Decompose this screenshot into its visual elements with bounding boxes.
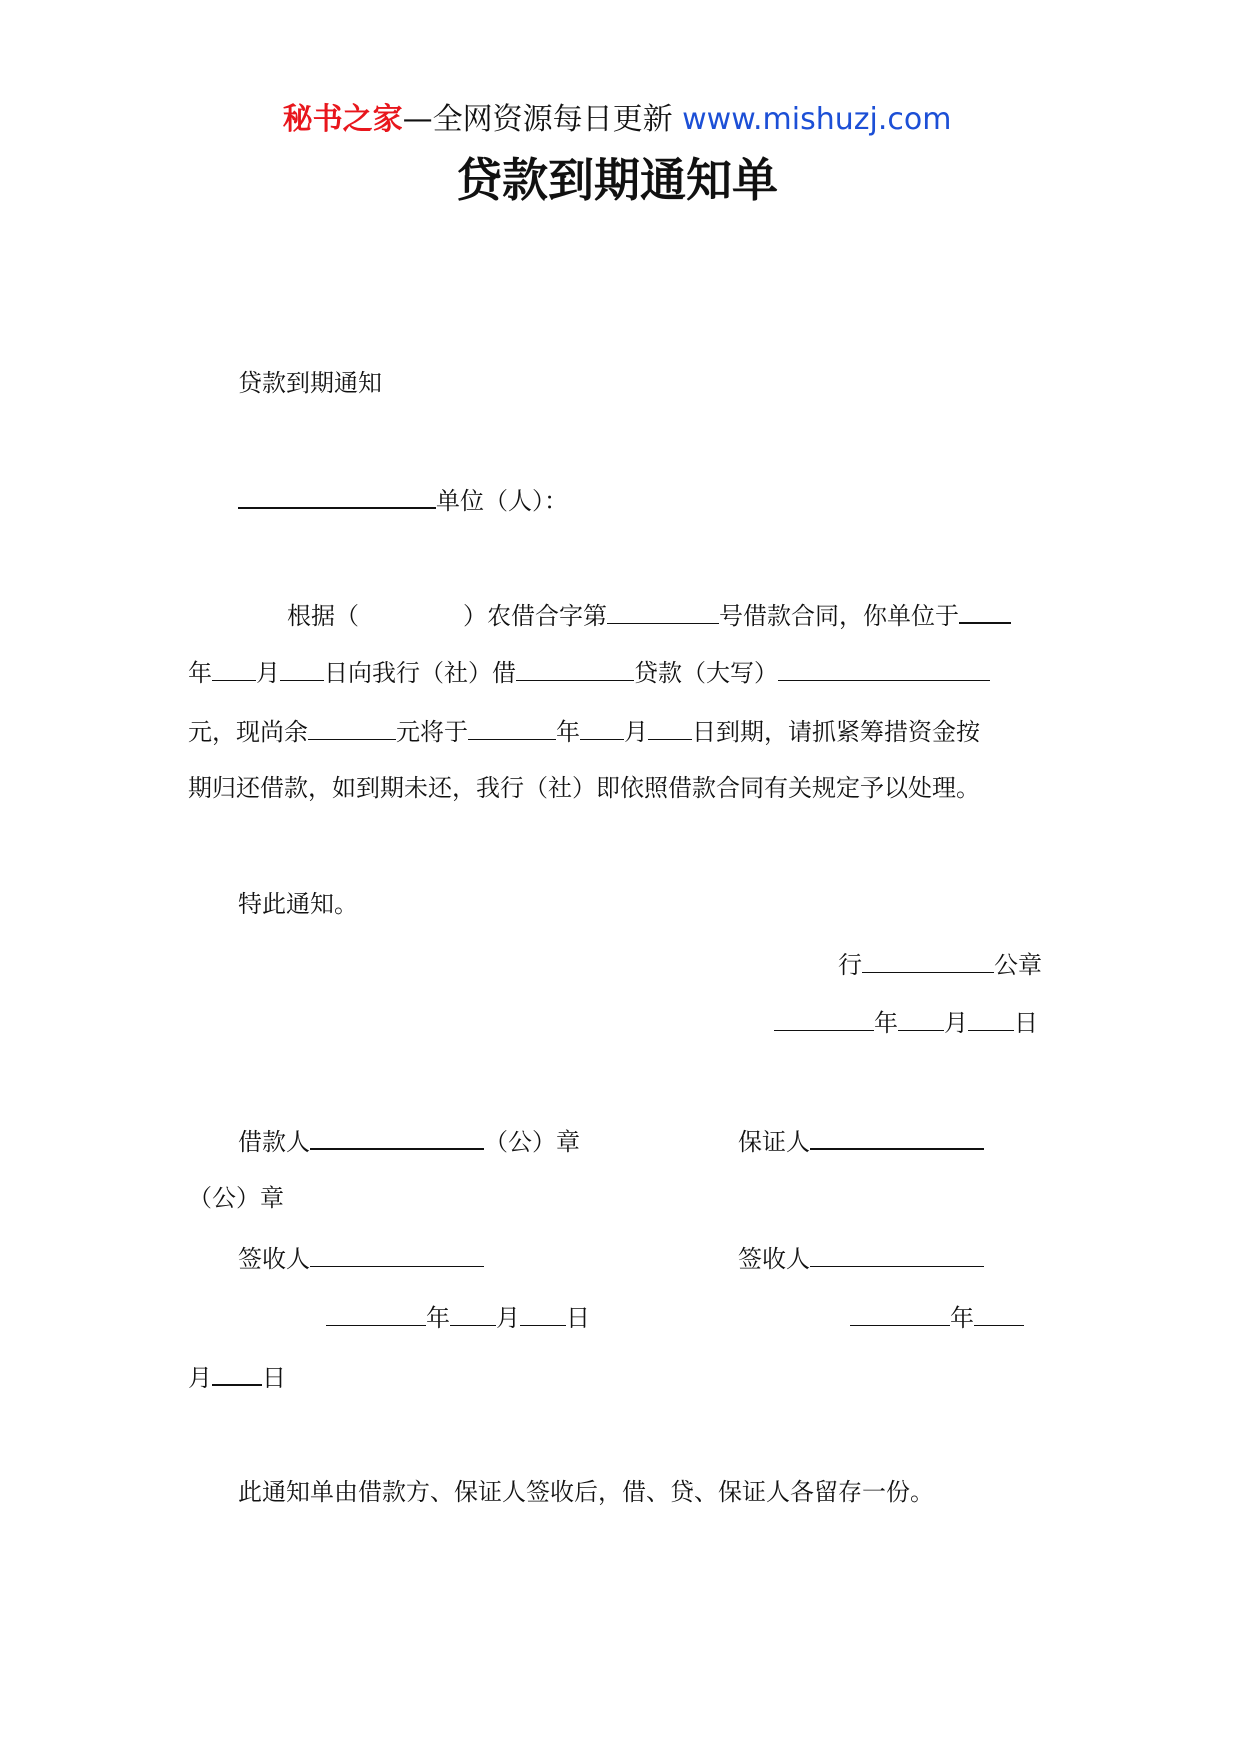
closing-text: 特此通知。 xyxy=(238,890,358,918)
body-text: 月 xyxy=(624,718,648,746)
year-label: 年 xyxy=(950,1304,974,1332)
borrower-label: 借款人 xyxy=(238,1128,310,1156)
footer-note: 此通知单由借款方、保证人签收后，借、贷、保证人各留存一份。 xyxy=(238,1478,934,1506)
receiver-blank xyxy=(310,1242,484,1267)
receiver-blank xyxy=(810,1242,984,1267)
day-blank xyxy=(212,1360,262,1386)
body-text: 日到期，请抓紧筹措资金按 xyxy=(692,718,980,746)
borrower-blank xyxy=(310,1124,484,1150)
balance-blank xyxy=(308,715,396,740)
site-url-link[interactable]: www.mishuzj.com xyxy=(682,102,952,137)
body-line-4: 期归还借款，如到期未还，我行（社）即依照借款合同有关规定予以处理。 xyxy=(188,774,980,802)
month-label: 月 xyxy=(188,1364,212,1392)
day-blank xyxy=(280,656,324,681)
day-blank xyxy=(968,1006,1014,1031)
guarantor-date-line xyxy=(850,1301,1024,1333)
day-label: 日 xyxy=(262,1364,286,1392)
bank-date-line xyxy=(774,1006,1038,1038)
borrower-date-line xyxy=(326,1301,590,1333)
month-label: 月 xyxy=(496,1304,520,1332)
year-blank xyxy=(850,1301,950,1326)
document-title: 贷款到期通知单 xyxy=(456,153,778,207)
bank-seal-suffix: 公章 xyxy=(994,951,1042,979)
body-text: 元，现尚余 xyxy=(188,718,308,746)
body-text: 贷款（大写） xyxy=(634,659,778,687)
addressee-suffix: 单位（人）： xyxy=(436,487,568,515)
body-line-2 xyxy=(188,656,990,688)
body-text: 日向我行（社）借 xyxy=(324,659,516,687)
bank-seal-line xyxy=(838,948,1042,980)
brand-name: 秘书之家 xyxy=(282,102,403,137)
due-day-blank xyxy=(648,715,692,740)
body-text: 元将于 xyxy=(396,718,468,746)
borrower-seal: （公）章 xyxy=(484,1128,580,1156)
addressee-line xyxy=(238,483,568,516)
bank-name-blank xyxy=(862,948,994,973)
amount-words-blank xyxy=(778,656,990,681)
body-text: ）农借合字第 xyxy=(463,602,607,630)
year-blank xyxy=(326,1301,426,1326)
guarantor-blank xyxy=(810,1124,984,1150)
contract-no-blank xyxy=(607,599,719,624)
year-blank xyxy=(959,598,1011,624)
body-text: 年 xyxy=(188,659,212,687)
notice-heading: 贷款到期通知 xyxy=(238,369,382,397)
day-label: 日 xyxy=(1014,1009,1038,1037)
guarantor-seal: （公）章 xyxy=(188,1184,284,1212)
bank-seal-prefix: 行 xyxy=(838,951,862,979)
borrower-line xyxy=(238,1124,580,1157)
year-blank xyxy=(774,1006,874,1031)
receiver-label: 签收人 xyxy=(738,1245,810,1273)
brand-slogan: —全网资源每日更新 xyxy=(402,102,673,137)
site-banner xyxy=(0,100,1234,140)
due-year-blank xyxy=(468,715,556,740)
year-label: 年 xyxy=(426,1304,450,1332)
month-label: 月 xyxy=(944,1009,968,1037)
body-text: 根据（ xyxy=(287,602,359,630)
guarantor-date-line-wrap xyxy=(188,1360,286,1393)
month-blank xyxy=(212,656,256,681)
month-blank xyxy=(974,1301,1024,1326)
month-blank xyxy=(898,1006,944,1031)
borrower-receiver-line xyxy=(238,1242,484,1274)
body-text: 月 xyxy=(256,659,280,687)
receiver-label: 签收人 xyxy=(238,1245,310,1273)
body-text: 年 xyxy=(556,718,580,746)
month-blank xyxy=(450,1301,496,1326)
day-label: 日 xyxy=(566,1304,590,1332)
year-label: 年 xyxy=(874,1009,898,1037)
body-line-3 xyxy=(188,715,980,747)
addressee-blank xyxy=(238,483,436,509)
guarantor-receiver-line xyxy=(738,1242,984,1274)
due-month-blank xyxy=(580,715,624,740)
day-blank xyxy=(520,1301,566,1326)
loan-type-blank xyxy=(516,656,634,681)
body-text: 号借款合同，你单位于 xyxy=(719,602,959,630)
guarantor-line xyxy=(738,1124,984,1157)
body-line-1 xyxy=(287,598,1011,631)
guarantor-label: 保证人 xyxy=(738,1128,810,1156)
